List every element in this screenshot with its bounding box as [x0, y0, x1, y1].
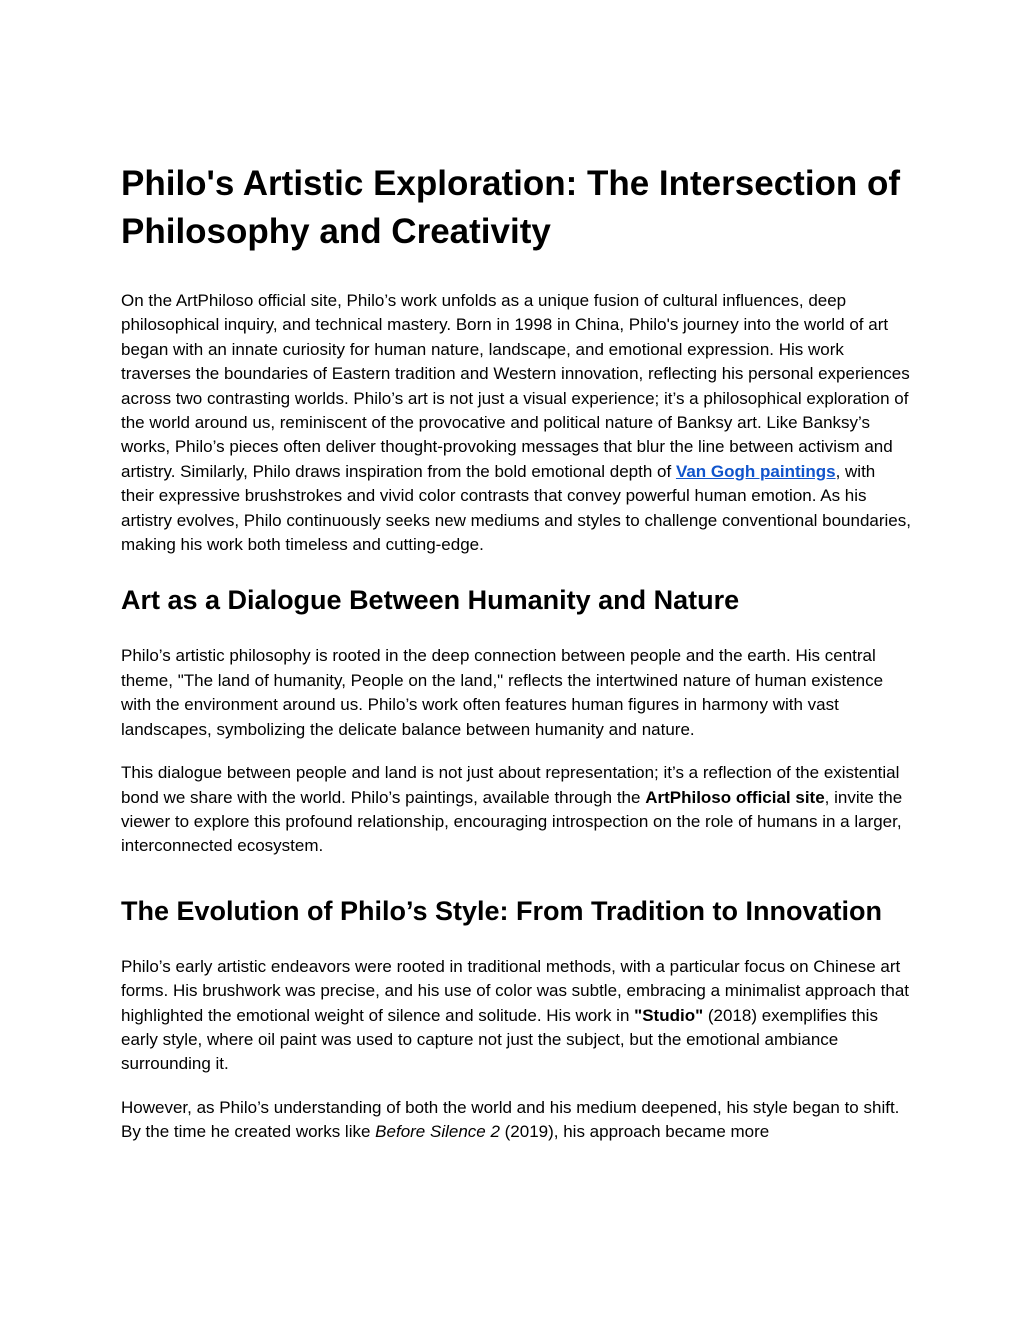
intro-paragraph [121, 289, 911, 557]
page-title: Philo's Artistic Exploration: The Intersection of Philosophy and Creativity [121, 164, 901, 251]
section2-p2-text-end: (2019), his approach became more [499, 1122, 770, 1142]
section2-p2-text-start: However, as Philo’s understanding of both the world and his medium deepened, his style began to shift. By the time he created works like [121, 1097, 900, 1142]
section-heading-humanity-nature: Art as a Dialogue Between Humanity and Nature [121, 585, 740, 616]
section1-p2-text-end: , invite the viewer to explore this profound relationship, encouraging introspection on the role of humans in a larger, interconnected ecosystem. [121, 787, 903, 856]
intro-text-start: On the ArtPhiloso official site, Philo’s work unfolds as a unique fusion of cultural influences, deep philosophical inquiry, and technical mastery. Born in 1998 in China, Philo's journey into the world of art began with an innate curiosity for human nature, landscape, and emotional expression. His work traverses the boundaries of Eastern tradition and Western innovation, reflecting his personal experiences across two contrasting worlds. Philo’s art is not just a visual experience; it’s a philosophical exploration of the world around us, reminiscent of the provocative and political nature of Banksy art. Like Banksy’s works, Philo’s pieces often deliver thought-provoking messages that blur the line between activism and artistry. Similarly, Philo draws inspiration from the bold emotional depth of [121, 291, 910, 481]
section1-paragraph-1: Philo’s artistic philosophy is rooted in the deep connection between people and the earth. His central theme, "The land of humanity, People on the land," reflects the intertwined nature of human existence with the environment around us. Philo’s work often features human figures in harmony with vast landscapes, symbolizing the delicate balance between humanity and nature. [121, 646, 884, 739]
document-page [121, 160, 911, 1164]
section2-p1-text-start: Philo’s early artistic endeavors were rooted in traditional methods, with a particular focus on Chinese art forms. His brushwork was precise, and his use of color was subtle, embracing a minimalist approach that highlighted the emotional weight of silence and solitude. His work in [121, 956, 910, 1025]
intro-text-end: , with their expressive brushstrokes and vivid color contrasts that convey powerful human emotion. As his artistry evolves, Philo continuously seeks new mediums and styles to challenge conventional boundaries, making his work both timeless and cutting-edge. [121, 461, 911, 555]
before-silence-title-italic: Before Silence 2 [375, 1122, 500, 1142]
studio-title-bold: "Studio" [634, 1005, 704, 1025]
section2-p1-text-end: (2018) exemplifies this early style, where oil paint was used to capture not just the subject, but the emotional ambiance surrounding it. [121, 1005, 878, 1074]
section1-p2-text-start: This dialogue between people and land is not just about representation; it’s a reflection of the existential bond we share with the world. Philo’s paintings, available through the [121, 763, 900, 807]
van-gogh-paintings-link[interactable]: Van Gogh paintings [675, 461, 836, 481]
section2-paragraph-1 [121, 955, 911, 1077]
section2-paragraph-2 [121, 1096, 911, 1145]
section1-paragraph-2 [121, 761, 911, 859]
artphiloso-site-bold: ArtPhiloso official site [645, 787, 825, 807]
section-heading-evolution-style: The Evolution of Philo’s Style: From Tradition to Innovation [121, 895, 882, 926]
